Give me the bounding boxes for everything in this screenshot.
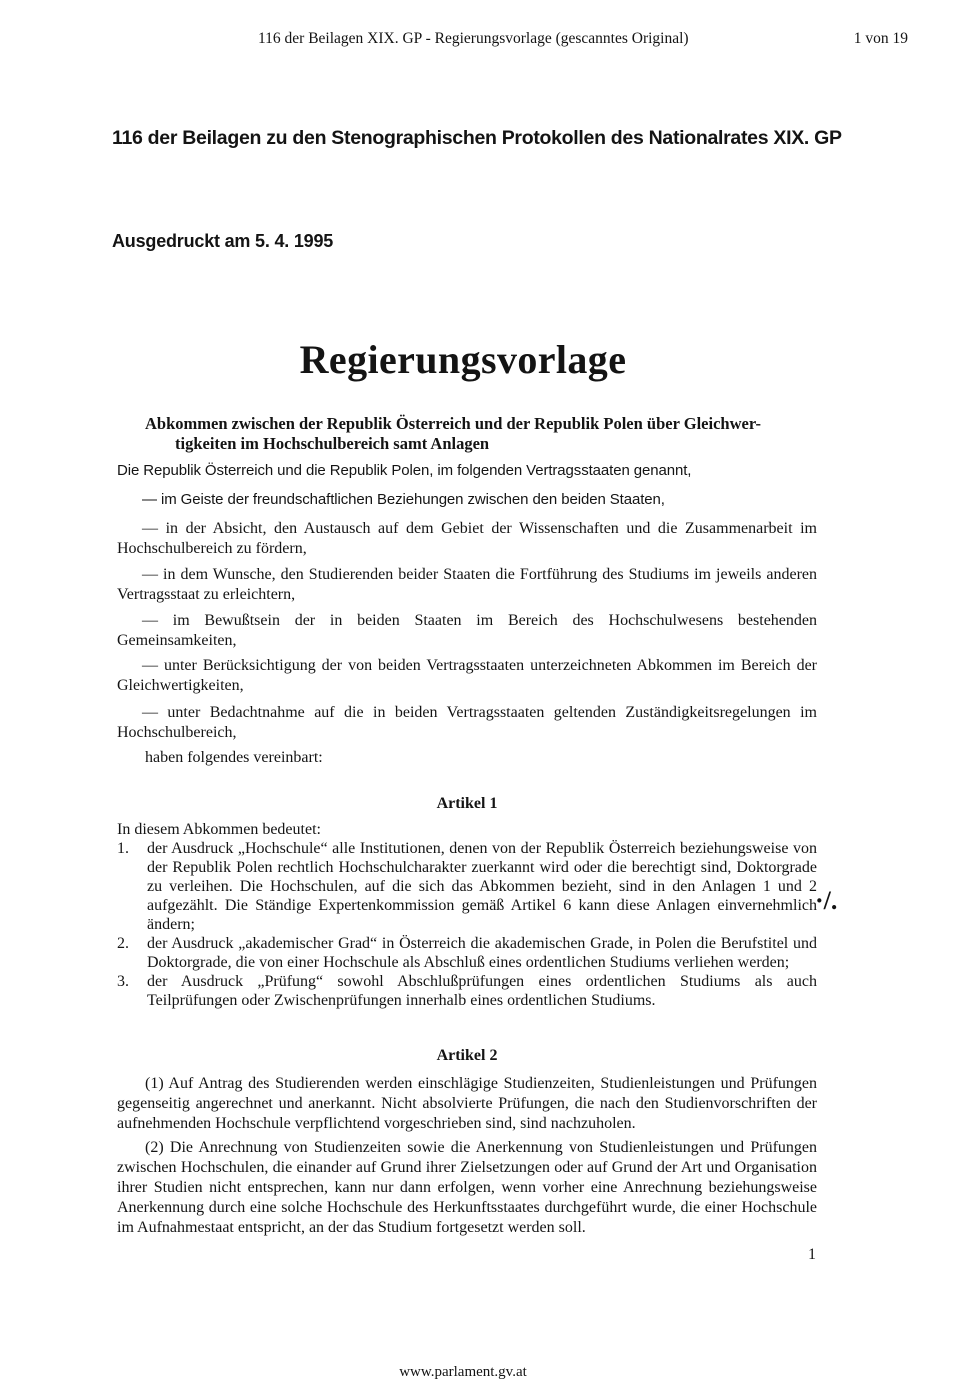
preamble-intro: Die Republik Österreich und die Republik Polen, im folgenden Vertragsstaaten genannt,: [117, 462, 692, 479]
definition-number: 1.: [117, 840, 129, 857]
footer-url: www.parlament.gv.at: [399, 1364, 527, 1380]
subject-line-2: tigkeiten im Hochschulbereich samt Anlagen: [175, 434, 490, 453]
article-2-paragraph: (2) Die Anrechnung von Studienzeiten sowie die Anerkennung von Studienleistungen und Prüfungen zwischen Hochschulen, die einander auf Grund ihrer Zielsetzungen oder auf Grund der Art und Organisation ihrer Studien nicht entsprechen, kann nur dann erfolgen, wenn vorher eine Anrechnung beziehungsweise Anerkennung durch eine solche Hochschule des Herkunftsstaates durchgeführt wurde, die einer Hochschule im Aufnahmestaat entspricht, an der das Studium fortgesetzt werden soll.: [117, 1139, 817, 1236]
subject-heading: [145, 414, 815, 454]
page-number: 1: [808, 1246, 816, 1263]
article-2-heading: Artikel 2: [436, 1047, 498, 1064]
margin-annex-mark: ·/.: [815, 886, 838, 915]
running-header: [258, 30, 908, 48]
definition-item: [117, 972, 817, 1010]
article-1-intro: In diesem Abkommen bedeutet:: [117, 821, 321, 838]
definition-text: der Ausdruck „akademischer Grad“ in Österreich die akademischen Grade, in Polen die Berufstitel und Doktorgrade, die von einer Hochschule als Abschluß eines ordentlichen Studiums verliehen werden;: [147, 935, 817, 971]
preamble-item: — im Geiste der freundschaftlichen Beziehungen zwischen den beiden Staaten,: [142, 491, 665, 508]
preamble-item: — im Bewußtsein der in beiden Staaten im Bereich des Hochschulwesens bestehenden Gemeinsamkeiten,: [117, 612, 817, 649]
preamble-item: — in der Absicht, den Austausch auf dem Gebiet der Wissenschaften und die Zusammenarbeit im Hochschulbereich zu fördern,: [117, 520, 817, 557]
article-1-heading: Artikel 1: [436, 795, 498, 812]
main-title: Regierungsvorlage: [299, 337, 627, 382]
page-counter: 1 von 19: [853, 30, 908, 47]
article-2-paragraph: (1) Auf Antrag des Studierenden werden einschlägige Studienzeiten, Studienleistungen und Prüfungen gegenseitig angerechnet und anerkannt. Nicht absolvierte Prüfungen, die nach den Studienvorschriften der aufnehmenden Hochschule verpflichtend vorgeschrieben sind, sind nachzuholen.: [117, 1075, 817, 1132]
preamble-item: — unter Bedachtnahme auf die in beiden Vertragsstaaten geltenden Zuständigkeitsregelungen im Hochschulbereich,: [117, 704, 817, 741]
article-1-definitions: [117, 839, 817, 1010]
preamble-agreed: haben folgendes vereinbart:: [145, 749, 323, 766]
preamble-item: — unter Berücksichtigung der von beiden Vertragsstaaten unterzeichneten Abkommen im Bereich der Gleichwertigkeiten,: [117, 657, 817, 694]
document-title: 116 der Beilagen zu den Stenographischen Protokollen des Nationalrates XIX. GP: [112, 127, 842, 149]
running-header-title: 116 der Beilagen XIX. GP - Regierungsvorlage (gescanntes Original): [258, 30, 689, 47]
preamble-item: — in dem Wunsche, den Studierenden beider Staaten die Fortführung des Studiums im jeweils anderen Vertragsstaat zu erleichtern,: [117, 566, 817, 603]
definition-item: [117, 839, 817, 934]
printed-date: Ausgedruckt am 5. 4. 1995: [112, 231, 334, 251]
definition-item: [117, 934, 817, 972]
definition-text: der Ausdruck „Hochschule“ alle Institutionen, denen von der Republik Österreich beziehungsweise von der Republik Polen rechtlich Hochschulcharakter zuerkannt wird oder die berechtigt sind, Doktorgrade zu verleihen. Die Hochschulen, auf die sich das Abkommen bezieht, sind in den Anlagen 1 und 2 aufgezählt. Die Ständige Expertenkommission gemäß Artikel 6 kann diese Anlagen einvernehmlich ändern;: [147, 840, 817, 933]
subject-line-1: Abkommen zwischen der Republik Österreich und der Republik Polen über Gleichwer-: [145, 414, 762, 433]
definition-number: 2.: [117, 935, 129, 952]
definition-number: 3.: [117, 973, 129, 990]
definition-text: der Ausdruck „Prüfung“ sowohl Abschlußprüfungen eines ordentlichen Studiums als auch Teilprüfungen oder Zwischenprüfungen innerhalb eines ordentlichen Studiums.: [147, 973, 817, 1009]
